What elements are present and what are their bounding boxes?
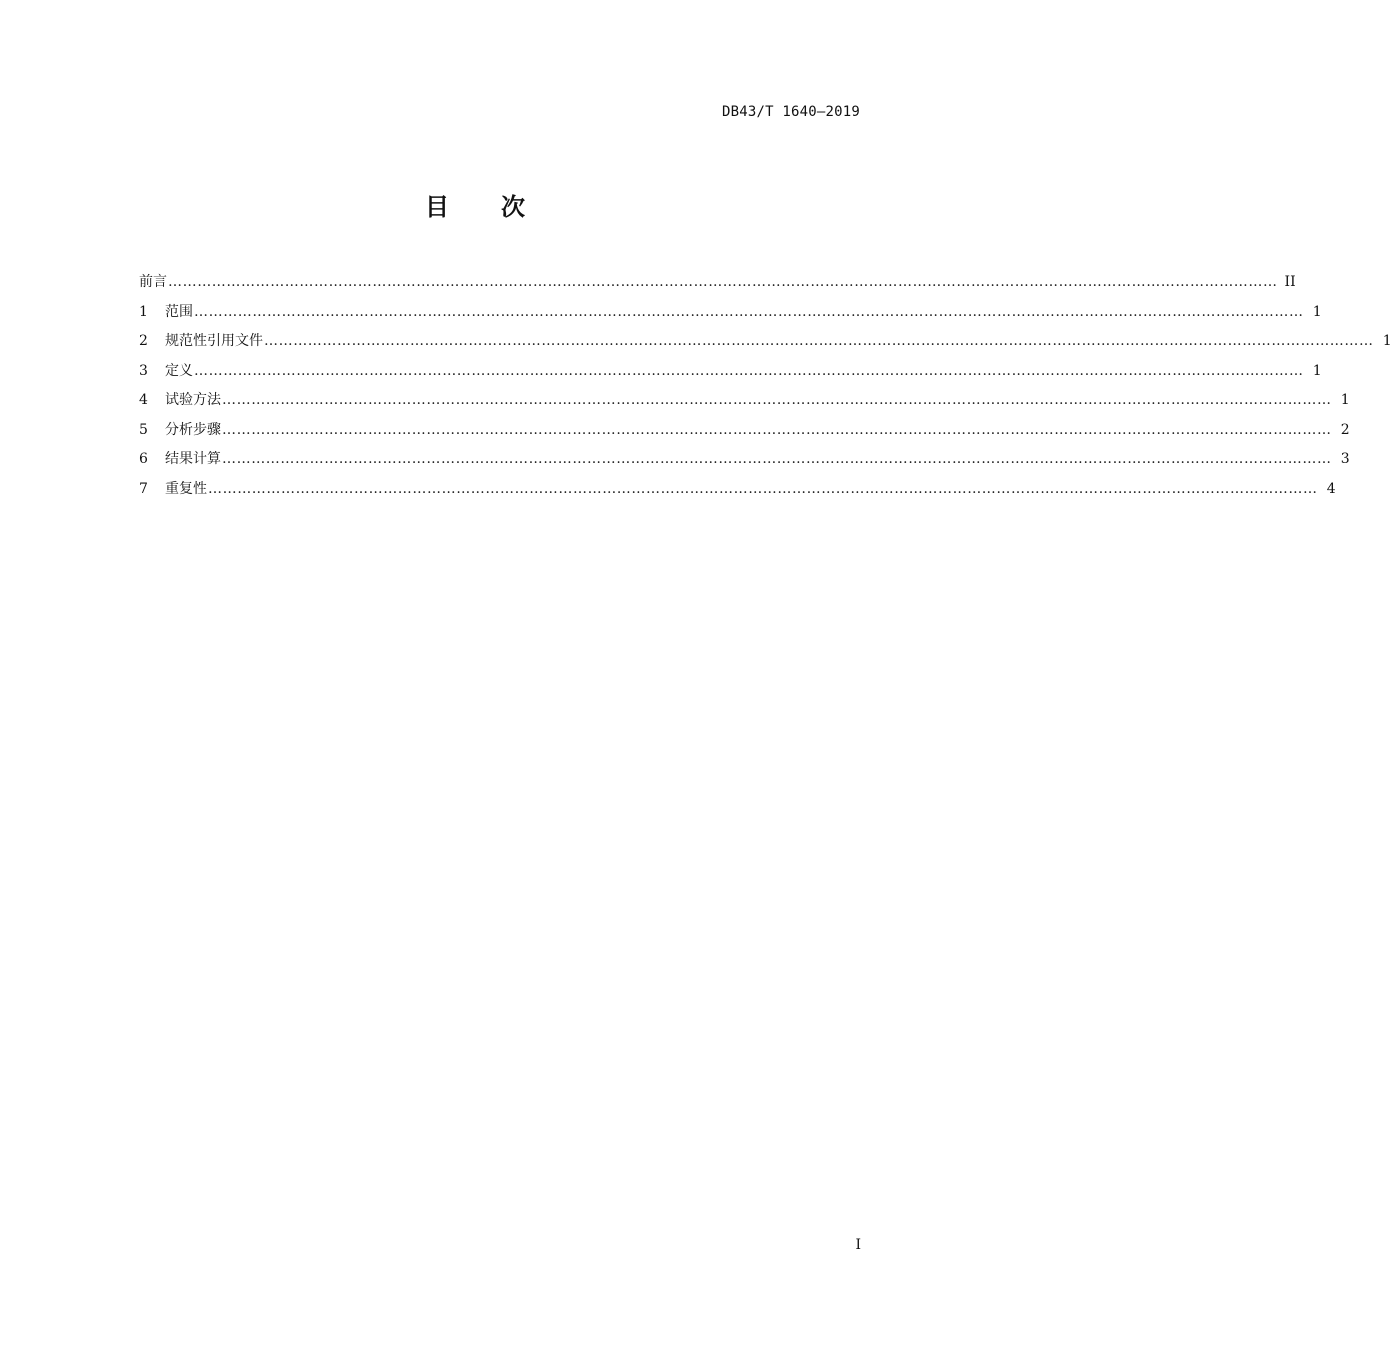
- toc-entry-normative-references[interactable]: [139, 331, 1392, 361]
- toc-entry-number: 1: [139, 303, 148, 320]
- toc-entry-page: 1: [1312, 362, 1322, 379]
- toc-entry-number: 2: [139, 333, 148, 349]
- toc-entry-page: 4: [1326, 480, 1336, 497]
- toc-entry-page: 2: [1340, 421, 1350, 438]
- table-of-contents: [139, 272, 1392, 508]
- toc-entry-label: 重复性: [165, 480, 207, 497]
- toc-entry-number: 7: [139, 480, 148, 497]
- toc-entry-page: 1: [1340, 392, 1350, 408]
- toc-entry-foreword[interactable]: [139, 272, 1296, 302]
- toc-entry-number: 3: [139, 362, 148, 379]
- toc-dot-leader: …………………………………………………………………………………………………………………………………………………………………………………………………………: [264, 333, 1374, 349]
- toc-entry-label: 范围: [165, 303, 193, 320]
- toc-entry-page: 3: [1340, 451, 1350, 467]
- toc-title: [0, 187, 950, 222]
- toc-entry-label: 试验方法: [165, 392, 221, 408]
- toc-dot-leader: …………………………………………………………………………………………………………………………………………………………………………………………………………: [222, 451, 1332, 467]
- toc-entry-label: 前言: [139, 274, 167, 290]
- toc-entry-label: 分析步骤: [165, 421, 221, 438]
- document-code: DB43/T 1640—2019: [721, 104, 860, 120]
- toc-entry-number: 5: [139, 421, 148, 438]
- toc-dot-leader: …………………………………………………………………………………………………………………………………………………………………………………………………………: [194, 303, 1304, 320]
- toc-entry-analysis-steps[interactable]: [139, 420, 1350, 450]
- toc-entry-definitions[interactable]: [139, 361, 1322, 391]
- toc-entry-page: 1: [1312, 303, 1322, 320]
- toc-entry-page: II: [1284, 274, 1296, 290]
- page-number: I: [855, 1237, 861, 1253]
- toc-entry-test-method[interactable]: [139, 390, 1350, 420]
- toc-entry-label: 结果计算: [165, 451, 221, 467]
- toc-title-char-1: 目: [425, 193, 449, 221]
- toc-dot-leader: …………………………………………………………………………………………………………………………………………………………………………………………………………: [208, 480, 1318, 497]
- toc-entry-label: 规范性引用文件: [165, 333, 263, 349]
- toc-entry-scope[interactable]: [139, 302, 1322, 332]
- toc-dot-leader: …………………………………………………………………………………………………………………………………………………………………………………………………………: [168, 274, 1278, 290]
- toc-entry-number: 6: [139, 451, 148, 467]
- toc-dot-leader: …………………………………………………………………………………………………………………………………………………………………………………………………………: [222, 421, 1332, 438]
- toc-dot-leader: …………………………………………………………………………………………………………………………………………………………………………………………………………: [194, 362, 1304, 379]
- toc-entry-number: 4: [139, 392, 148, 408]
- toc-dot-leader: …………………………………………………………………………………………………………………………………………………………………………………………………………: [222, 392, 1332, 408]
- toc-title-char-2: 次: [501, 193, 525, 221]
- toc-entry-page: 1: [1382, 333, 1392, 349]
- toc-entry-repeatability[interactable]: [139, 479, 1336, 509]
- toc-entry-label: 定义: [165, 362, 193, 379]
- toc-entry-result-calculation[interactable]: [139, 449, 1350, 479]
